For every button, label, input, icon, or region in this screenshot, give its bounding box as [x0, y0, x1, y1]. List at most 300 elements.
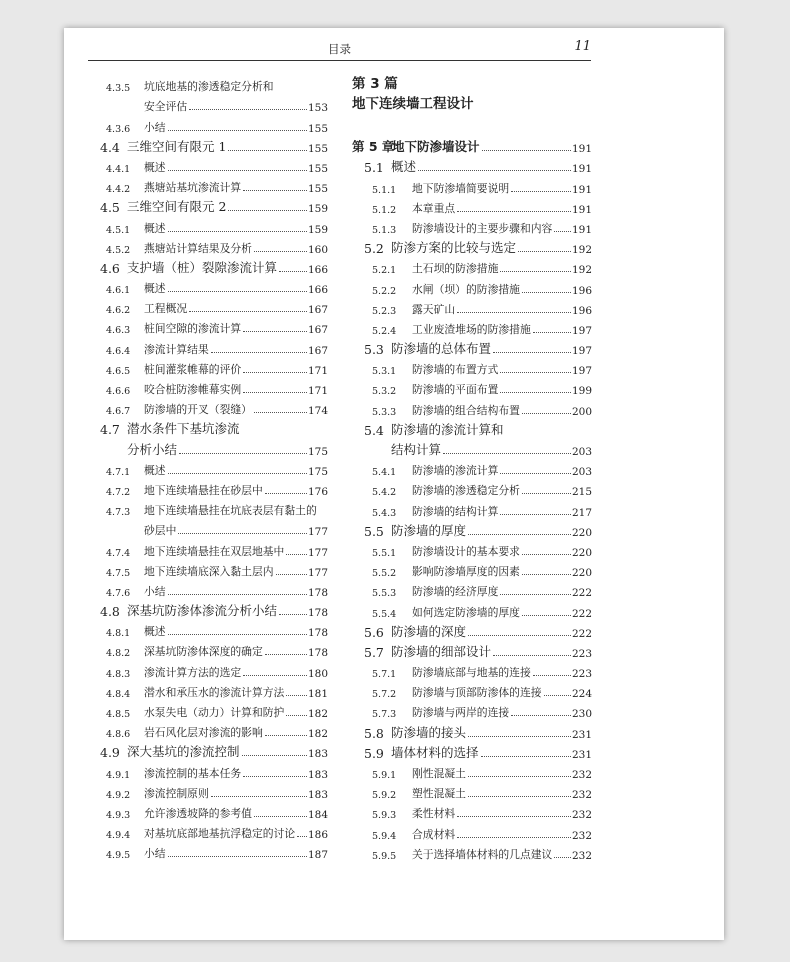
toc-entry-title: 支护墙（桩）裂隙渗流计算: [127, 259, 278, 275]
toc-entry: [352, 418, 592, 438]
toc-entry-title: 水泵失电（动力）计算和防护: [144, 706, 285, 719]
toc-entry-number: 4.3.5: [106, 83, 131, 95]
toc-entry: [100, 680, 328, 700]
toc-entry-number: 4.8: [100, 604, 120, 620]
toc-entry-number: 5.7: [364, 644, 384, 660]
dot-leader: [243, 674, 307, 676]
toc-entry-page: 230: [571, 708, 592, 721]
dot-leader: [500, 513, 571, 515]
toc-entry-number: 4.7.3: [106, 507, 131, 519]
toc-entry-number: 5.5.4: [372, 608, 397, 620]
toc-entry-number: 5.2: [364, 241, 384, 257]
toc-entry-number: 5.5.2: [372, 568, 397, 580]
toc-entry: [352, 297, 592, 317]
part-label: 第 3 篇: [352, 76, 398, 92]
toc-entry-page: 166: [307, 263, 328, 276]
toc-entry-page: 178: [307, 647, 328, 660]
toc-entry-number: 5.7.2: [372, 689, 397, 701]
toc-entry-page: 167: [307, 304, 328, 317]
toc-entry-title: 防渗方案的比较与选定: [391, 240, 517, 256]
toc-entry-number: 5.9.4: [372, 830, 397, 842]
toc-entry-page: 184: [307, 808, 328, 821]
toc-entry-title: 关于选择墙体材料的几点建议: [412, 847, 553, 861]
toc-entry-page: 191: [571, 163, 592, 176]
toc-entry-page: 160: [307, 243, 328, 256]
toc-entry: [352, 155, 592, 175]
toc-entry-title: 水闸（坝）的防渗措施: [412, 282, 520, 296]
dot-leader: [243, 330, 307, 332]
toc-entry-title: 工业废渣堆场的防渗措施: [412, 322, 531, 336]
toc-entry-page: 232: [571, 789, 592, 802]
toc-entry: [100, 498, 328, 518]
toc-entry-title: 露天矿山: [412, 302, 456, 316]
dot-leader: [482, 149, 571, 151]
dot-leader: [522, 553, 571, 555]
toc-entry: [100, 215, 328, 235]
dot-leader: [533, 331, 571, 333]
toc-entry: [352, 357, 592, 377]
toc-entry: [100, 357, 328, 377]
toc-entry-page: 200: [571, 405, 592, 418]
toc-left-column: [100, 74, 328, 861]
toc-entry-page: 232: [571, 809, 592, 822]
toc-entry-page: 177: [307, 546, 328, 559]
toc-entry: [100, 94, 328, 114]
dot-leader: [468, 533, 571, 535]
toc-entry-title: 概述: [144, 463, 166, 477]
toc-entry-number: 5.2.2: [372, 285, 397, 297]
toc-entry: [100, 276, 328, 296]
toc-entry-title: 土石坝的防渗措施: [412, 262, 499, 276]
toc-entry-number: 5.2.3: [372, 305, 397, 317]
dot-leader: [279, 270, 307, 272]
toc-entry: [100, 538, 328, 558]
page-number: 11: [574, 39, 591, 54]
toc-entry-title: 咬合桩防渗帷幕实例: [144, 383, 242, 396]
toc-entry-title: 地下连续墙悬挂在双层地基中: [144, 544, 285, 558]
toc-entry: [352, 478, 592, 498]
toc-entry-title: 燕塘站计算结果及分析: [144, 241, 252, 255]
toc-entry-number: 4.6.7: [106, 406, 131, 418]
toc-entry-page: 197: [571, 324, 592, 337]
toc-entry: [100, 559, 328, 579]
toc-entry-title: 潜水和承压水的渗流计算方法: [144, 685, 285, 699]
toc-entry: [100, 296, 328, 316]
toc-entry-number: 5.9.2: [372, 790, 397, 802]
toc-entry-page: 171: [307, 364, 328, 377]
toc-entry: [100, 740, 328, 760]
toc-entry-page: 224: [571, 688, 592, 701]
toc-entry-page: 192: [571, 264, 592, 277]
dot-leader: [468, 634, 571, 636]
toc-entry-number: 5.1: [364, 160, 384, 176]
toc-entry: [100, 417, 328, 437]
dot-leader: [511, 714, 571, 716]
toc-entry-page: 177: [307, 526, 328, 539]
toc-entry-number: 5.9: [364, 745, 384, 761]
toc-entry: [352, 175, 592, 195]
toc-entry-page: 159: [307, 223, 328, 236]
dot-leader: [544, 694, 571, 696]
toc-entry-page: 155: [307, 142, 328, 155]
toc-entry-title: 防渗墙的开叉（裂缝）: [144, 403, 252, 417]
dot-leader: [168, 472, 307, 474]
toc-entry-title: 防渗墙的深度: [391, 623, 467, 639]
toc-entry: [100, 155, 328, 175]
toc-entry: [352, 700, 592, 720]
dot-leader: [468, 795, 571, 797]
toc-entry-number: 4.7.6: [106, 587, 131, 599]
toc-entry-title: 地下连续墙底深入黏土层内: [144, 564, 274, 578]
toc-entry-number: 5.1.2: [372, 204, 397, 216]
toc-entry: [100, 135, 328, 155]
toc-entry-number: 4.9.2: [106, 789, 131, 801]
toc-entry-title: 岩石风化层对渗流的影响: [144, 726, 263, 740]
toc-entry-number: 5.4: [364, 422, 384, 438]
toc-entry-page: 215: [571, 486, 592, 499]
toc-entry-page: 182: [307, 708, 328, 720]
toc-entry-number: 4.8.2: [106, 648, 131, 660]
toc-entry-number: 4.9: [100, 745, 120, 761]
toc-entry-title: 分析小结: [127, 441, 178, 457]
dot-leader: [286, 694, 307, 696]
toc-entry: [352, 741, 592, 761]
toc-entry: [352, 801, 592, 821]
toc-entry-page: 183: [307, 788, 328, 801]
toc-entry-page: 155: [307, 122, 328, 135]
dot-leader: [242, 754, 307, 756]
toc-entry-page: 175: [307, 465, 328, 478]
dot-leader: [178, 532, 307, 534]
toc-entry-title: 坑底地基的渗透稳定分析和: [144, 80, 274, 94]
toc-entry-page: 217: [571, 506, 592, 519]
toc-entry: [352, 256, 592, 276]
toc-entry: [352, 559, 592, 579]
toc-entry: [100, 397, 328, 417]
toc-entry: [100, 599, 328, 619]
toc-entry: [352, 135, 592, 155]
toc-entry: [100, 639, 328, 659]
toc-entry-title: 防渗墙的布置方式: [412, 363, 499, 377]
toc-entry-title: 概述: [144, 282, 166, 296]
toc-entry-number: 4.6.5: [106, 365, 131, 377]
toc-entry-title: 安全评估: [144, 100, 188, 114]
toc-entry-page: 178: [307, 627, 328, 640]
toc-entry-number: 5.1.3: [372, 224, 397, 236]
dot-leader: [189, 108, 307, 110]
toc-entry-page: 222: [571, 627, 592, 640]
toc-entry-page: 178: [307, 607, 328, 620]
toc-entry-title: 桩间空隙的渗流计算: [144, 322, 242, 336]
toc-entry-title: 防渗墙的细部设计: [391, 643, 492, 659]
toc-entry: [352, 337, 592, 357]
toc-entry-page: 187: [307, 849, 328, 862]
toc-entry-title: 防渗墙底部与地基的连接: [412, 666, 531, 680]
toc-entry: [352, 720, 592, 740]
toc-entry: [352, 579, 592, 599]
toc-entry: [352, 236, 592, 256]
toc-entry: [100, 458, 328, 478]
toc-entry-title: 渗流计算方法的选定: [144, 665, 242, 679]
toc-entry: [100, 760, 328, 780]
toc-entry-page: 222: [571, 587, 592, 600]
toc-entry: [100, 619, 328, 639]
toc-entry-title: 地下连续墙悬挂在砂层中: [144, 483, 263, 497]
page-header: [88, 38, 591, 61]
toc-entry: [352, 276, 592, 296]
toc-entry-number: 4.9.3: [106, 809, 131, 821]
toc-entry-title: 允许渗透坡降的参考值: [144, 806, 252, 820]
dot-leader: [243, 371, 307, 373]
toc-entry: [352, 458, 592, 478]
toc-entry-page: 191: [571, 143, 592, 156]
toc-entry-title: 影响防渗墙厚度的因素: [412, 565, 520, 579]
toc-entry-title: 渗流控制原则: [144, 786, 209, 800]
toc-entry-title: 地下防渗墙设计: [392, 139, 480, 155]
toc-entry-title: 防渗墙的组合结构布置: [412, 403, 520, 417]
toc-entry-number: 5.2.4: [372, 325, 397, 337]
dot-leader: [243, 775, 307, 777]
dot-leader: [189, 310, 307, 312]
dot-leader: [533, 674, 571, 676]
dot-leader: [493, 654, 571, 656]
toc-entry-page: 192: [571, 244, 592, 257]
dot-leader: [286, 553, 307, 555]
toc-entry-title: 深大基坑的渗流控制: [127, 744, 240, 760]
toc-entry-page: 159: [307, 203, 328, 216]
toc-entry-title: 防渗墙的渗流计算和: [391, 421, 504, 437]
toc-entry-title: 防渗墙的结构计算: [412, 504, 499, 518]
toc-entry-page: 171: [307, 385, 328, 397]
toc-entry-number: 5.5.1: [372, 547, 397, 559]
dot-leader: [254, 250, 307, 252]
toc-entry-page: 191: [571, 203, 592, 216]
toc-entry: [352, 539, 592, 559]
toc-entry-number: 5.4.2: [372, 487, 397, 499]
toc-entry-number: 5.8: [364, 725, 384, 741]
toc-entry-number: 4.8.1: [106, 628, 131, 640]
toc-entry: [352, 599, 592, 619]
toc-entry: [100, 236, 328, 256]
toc-entry: [100, 316, 328, 336]
dot-leader: [500, 391, 571, 393]
toc-entry-page: 203: [571, 446, 592, 458]
toc-entry-number: 4.8.3: [106, 668, 131, 680]
toc-entry-page: 175: [307, 445, 328, 458]
toc-entry-title: 本章重点: [412, 201, 456, 215]
toc-entry-number: 5.3: [364, 342, 384, 358]
dot-leader: [228, 149, 307, 151]
toc-entry: [352, 438, 592, 458]
toc-entry: [100, 256, 328, 276]
toc-entry-number: 4.7.1: [106, 466, 131, 478]
dot-leader: [168, 633, 307, 635]
dot-leader: [481, 755, 571, 757]
toc-entry-number: 4.6.1: [106, 285, 131, 297]
toc-entry-title: 工程概况: [144, 302, 188, 316]
toc-entry-title: 柔性材料: [412, 807, 456, 821]
toc-entry-number: 5.4.3: [372, 507, 397, 519]
dot-leader: [286, 714, 307, 716]
toc-right-column: [352, 74, 592, 862]
toc-entry-number: 4.6: [100, 260, 120, 276]
toc-entry-page: 220: [571, 526, 592, 539]
dot-leader: [228, 209, 307, 211]
toc-entry-number: 4.5.1: [106, 224, 131, 236]
running-title: 目录: [328, 42, 351, 56]
toc-entry-page: 203: [571, 466, 592, 479]
toc-entry-number: 4.4.1: [106, 163, 131, 175]
toc-entry-number: 4.4.2: [106, 184, 131, 196]
toc-entry-title: 燕塘站基坑渗流计算: [144, 181, 242, 195]
toc-entry-title: 合成材料: [412, 827, 456, 841]
toc-entry-page: 177: [307, 566, 328, 579]
toc-entry-title: 概述: [144, 160, 166, 174]
dot-leader: [243, 189, 307, 191]
toc-entry: [100, 74, 328, 94]
toc-entry-number: 4.3.6: [106, 123, 131, 135]
dot-leader: [457, 210, 571, 212]
toc-entry-page: 232: [571, 829, 592, 842]
toc-entry-page: 232: [571, 849, 592, 862]
toc-entry-page: 191: [571, 183, 592, 196]
toc-entry-page: 174: [307, 405, 328, 418]
toc-entry: [100, 175, 328, 195]
toc-entry-number: 4.9.5: [106, 850, 131, 862]
toc-entry-number: 5.4.1: [372, 467, 397, 479]
toc-entry-number: 5.6: [364, 624, 384, 640]
dot-leader: [457, 836, 571, 838]
toc-entry-title: 防渗墙与两岸的连接: [412, 706, 510, 720]
toc-entry-page: 220: [571, 567, 592, 580]
toc-entry: [352, 397, 592, 417]
toc-entry-number: 4.7.2: [106, 486, 131, 498]
dot-leader: [522, 573, 571, 575]
toc-entry-title: 砂层中: [144, 524, 177, 538]
toc-entry-page: 153: [307, 102, 328, 115]
toc-entry-title: 小结: [144, 584, 166, 598]
toc-entry-page: 167: [307, 344, 328, 357]
toc-entry-title: 防渗墙的厚度: [391, 522, 467, 538]
dot-leader: [554, 856, 571, 858]
toc-entry-page: 155: [307, 183, 328, 196]
toc-entry-page: 222: [571, 607, 592, 620]
toc-entry: [352, 377, 592, 397]
dot-leader: [468, 775, 571, 777]
toc-entry-title: 防渗墙的渗透稳定分析: [412, 484, 520, 498]
dot-leader: [493, 351, 571, 353]
dot-leader: [457, 311, 571, 313]
toc-entry-page: 231: [571, 748, 592, 761]
toc-entry-title: 概述: [144, 625, 166, 639]
toc-entry: [352, 781, 592, 801]
toc-entry-title: 防渗墙的平面布置: [412, 383, 499, 397]
toc-entry-number: 第 5 章: [352, 139, 395, 155]
dot-leader: [297, 835, 307, 837]
toc-entry-page: 166: [307, 284, 328, 297]
dot-leader: [418, 169, 571, 171]
dot-leader: [168, 855, 307, 857]
dot-leader: [500, 371, 571, 373]
toc-entry-title: 潜水条件下基坑渗流: [127, 421, 240, 437]
toc-entry-title: 地下连续墙悬挂在坑底表层有黏土的: [144, 504, 317, 518]
toc-entry-title: 深基坑防渗体渗流分析小结: [127, 603, 278, 619]
toc-entry-title: 三维空间有限元 1: [127, 138, 227, 154]
dot-leader: [179, 452, 307, 454]
toc-entry-title: 防渗墙的接头: [391, 724, 467, 740]
dot-leader: [511, 190, 571, 192]
toc-entry-number: 4.6.2: [106, 305, 131, 317]
toc-entry-number: 4.7.5: [106, 567, 131, 579]
toc-entry-page: 186: [307, 829, 328, 842]
dot-leader: [457, 815, 571, 817]
toc-entry-number: 4.5: [100, 200, 120, 216]
dot-leader: [554, 230, 571, 232]
toc-entry-page: 183: [307, 748, 328, 761]
toc-entry: [100, 114, 328, 134]
toc-entry-number: 5.5.3: [372, 588, 397, 600]
toc-entry-title: 防渗墙的渗流计算: [412, 464, 499, 478]
toc-entry-number: 5.7.3: [372, 709, 397, 721]
toc-entry: [100, 478, 328, 498]
toc-entry-number: 5.3.3: [372, 406, 397, 418]
toc-entry-title: 墙体材料的选择: [391, 744, 479, 760]
toc-entry: [352, 620, 592, 640]
toc-entry-number: 4.6.3: [106, 325, 131, 337]
dot-leader: [522, 291, 571, 293]
part-title: 地下连续墙工程设计: [352, 96, 474, 112]
toc-entry-page: 232: [571, 769, 592, 781]
toc-entry-number: 4.5.2: [106, 244, 131, 256]
dot-leader: [265, 653, 307, 655]
toc-entry-title: 塑性混凝土: [412, 787, 466, 801]
toc-entry-title: 防渗墙的总体布置: [391, 341, 492, 357]
dot-leader: [500, 472, 571, 474]
toc-entry: [100, 821, 328, 841]
toc-entry-page: 223: [571, 647, 592, 660]
toc-entry-page: 181: [307, 687, 328, 700]
dot-leader: [522, 412, 571, 414]
toc-entry-page: 176: [307, 485, 328, 498]
dot-leader: [279, 613, 307, 615]
toc-entry: [100, 700, 328, 720]
toc-entry-number: 5.1.1: [372, 184, 397, 196]
dot-leader: [243, 391, 307, 393]
toc-entry-page: 182: [307, 728, 328, 741]
toc-entry-number: 4.9.1: [106, 769, 131, 781]
dot-leader: [265, 492, 307, 494]
toc-entry-number: 5.2.1: [372, 265, 397, 277]
dot-leader: [168, 129, 307, 131]
toc-entry-number: 4.7: [100, 422, 120, 438]
dot-leader: [522, 614, 571, 616]
toc-entry-title: 地下防渗墙简要说明: [412, 181, 510, 195]
toc-entry: [100, 659, 328, 679]
dot-leader: [468, 735, 571, 737]
dot-leader: [254, 815, 307, 817]
toc-entry-page: 183: [307, 768, 328, 781]
toc-entry-number: 5.9.3: [372, 810, 397, 822]
toc-entry: [100, 720, 328, 740]
toc-entry-number: 4.6.4: [106, 345, 131, 357]
toc-entry: [100, 781, 328, 801]
dot-leader: [500, 270, 571, 272]
toc-entry: [100, 518, 328, 538]
toc-entry-number: 4.8.6: [106, 729, 131, 741]
toc-entry-title: 防渗墙设计的基本要求: [412, 544, 520, 558]
toc-entry-title: 小结: [144, 847, 166, 861]
toc-entry-title: 三维空间有限元 2: [127, 199, 227, 215]
